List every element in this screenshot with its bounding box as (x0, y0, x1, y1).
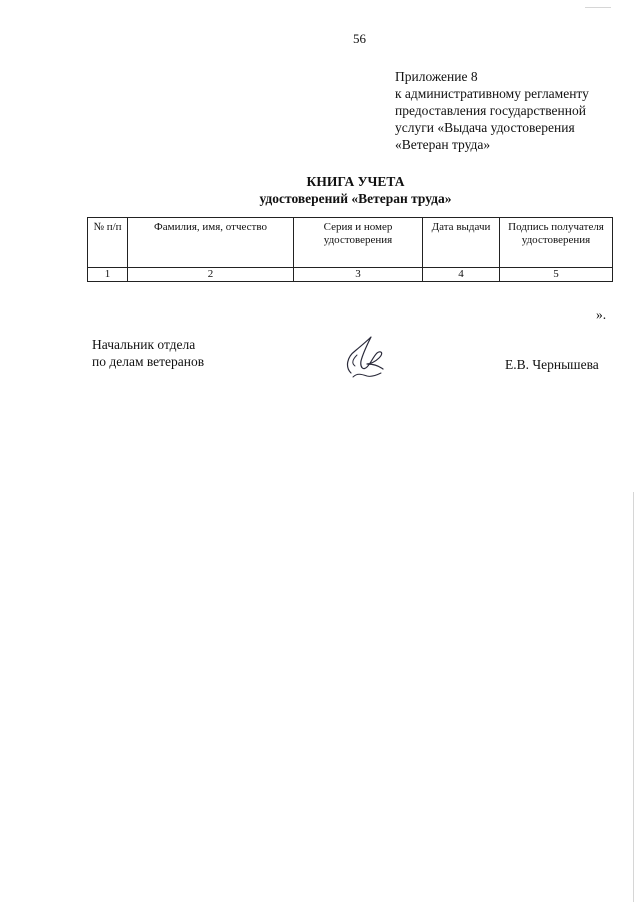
page-number: 56 (353, 31, 366, 46)
column-number: 1 (88, 268, 128, 282)
ledger-table (87, 217, 613, 282)
appendix-line: «Ветеран труда» (395, 137, 491, 152)
appendix-line: предоставления государственной (395, 103, 586, 118)
header-number: № п/п (88, 218, 128, 268)
signer-position (92, 336, 204, 370)
table-row (88, 268, 613, 282)
header-recipient-signature: Подпись получателя удостоверения (500, 218, 613, 268)
handwritten-signature (337, 333, 389, 379)
column-number: 3 (294, 268, 423, 282)
closing-quote: ». (596, 307, 607, 322)
header-full-name: Фамилия, имя, отчество (128, 218, 294, 268)
scan-edge-mark (585, 7, 611, 8)
signer-position-line: по делам ветеранов (92, 354, 205, 369)
table-header-row (88, 218, 613, 268)
appendix-line: услуги «Выдача удостоверения (395, 120, 575, 135)
column-number: 5 (500, 268, 613, 282)
header-issue-date: Дата выдачи (423, 218, 500, 268)
book-subtitle: удостоверений «Ветеран труда» (259, 191, 452, 206)
book-title-block (0, 173, 639, 207)
appendix-line: Приложение 8 (395, 69, 478, 84)
column-number: 2 (128, 268, 294, 282)
book-title: КНИГА УЧЕТА (306, 174, 405, 189)
header-certificate-number: Серия и номер удостоверения (294, 218, 423, 268)
column-number: 4 (423, 268, 500, 282)
signer-name: Е.В. Чернышева (505, 357, 599, 372)
appendix-note (395, 68, 635, 153)
appendix-line: к административному регламенту (395, 86, 589, 101)
scan-edge-mark (633, 492, 634, 902)
signer-position-line: Начальник отдела (92, 337, 196, 352)
